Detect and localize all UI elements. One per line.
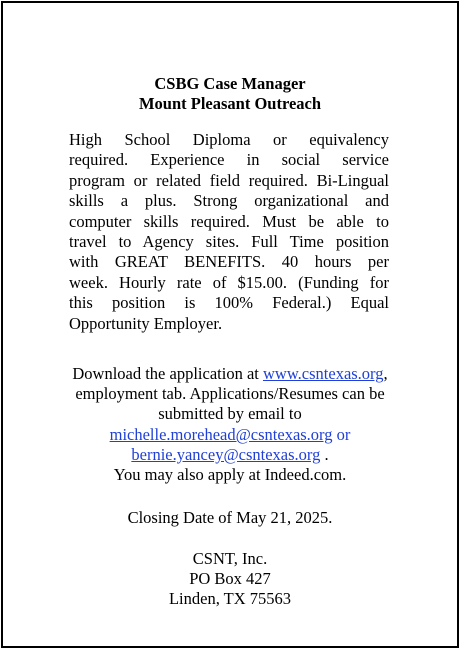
apply-line-employment: employment tab. Applications/Resumes can be [75, 384, 385, 403]
apply-prefix-text: Download the application at [72, 364, 263, 383]
apply-line-website [0, 364, 460, 384]
address-city: Linden, TX 75563 [168, 589, 292, 608]
job-title: CSBG Case Manager [154, 74, 306, 93]
description-line: travel to Agency sites. Full Time position [69, 232, 389, 252]
description-line: required. Experience in social service [69, 150, 389, 170]
address-org: CSNT, Inc. [192, 549, 268, 568]
email-link-bernie[interactable]: bernie.yancey@csntexas.org [131, 445, 321, 464]
apply-line-submit: submitted by email to [158, 404, 302, 423]
email2-suffix: . [320, 445, 329, 464]
description-line: skills a plus. Strong organizational and [69, 191, 389, 211]
description-line: computer skills required. Must be able to [69, 211, 389, 231]
description-line: this position is 100% Federal.) Equal [69, 293, 389, 313]
job-description [69, 130, 389, 334]
description-line: High School Diploma or equivalency [69, 130, 389, 149]
apply-line-indeed: You may also apply at Indeed.com. [113, 465, 347, 484]
description-line: program or related field required. Bi-Lingual [69, 170, 389, 190]
website-link[interactable]: www.csntexas.org [262, 364, 384, 383]
apply-line-email2 [0, 445, 460, 465]
address-po-box: PO Box 427 [189, 569, 271, 588]
or-text: or [332, 425, 351, 444]
email-link-michelle[interactable]: michelle.morehead@csntexas.org [109, 425, 333, 444]
closing-date: Closing Date of May 21, 2025. [127, 508, 333, 527]
job-location: Mount Pleasant Outreach [138, 94, 322, 113]
apply-suffix-text: , [383, 364, 388, 383]
apply-line-email1 [0, 425, 460, 445]
description-line: week. Hourly rate of $15.00. (Funding for [69, 272, 389, 292]
description-line: with GREAT BENEFITS. 40 hours per [69, 252, 389, 272]
description-line: Opportunity Employer. [69, 313, 223, 333]
